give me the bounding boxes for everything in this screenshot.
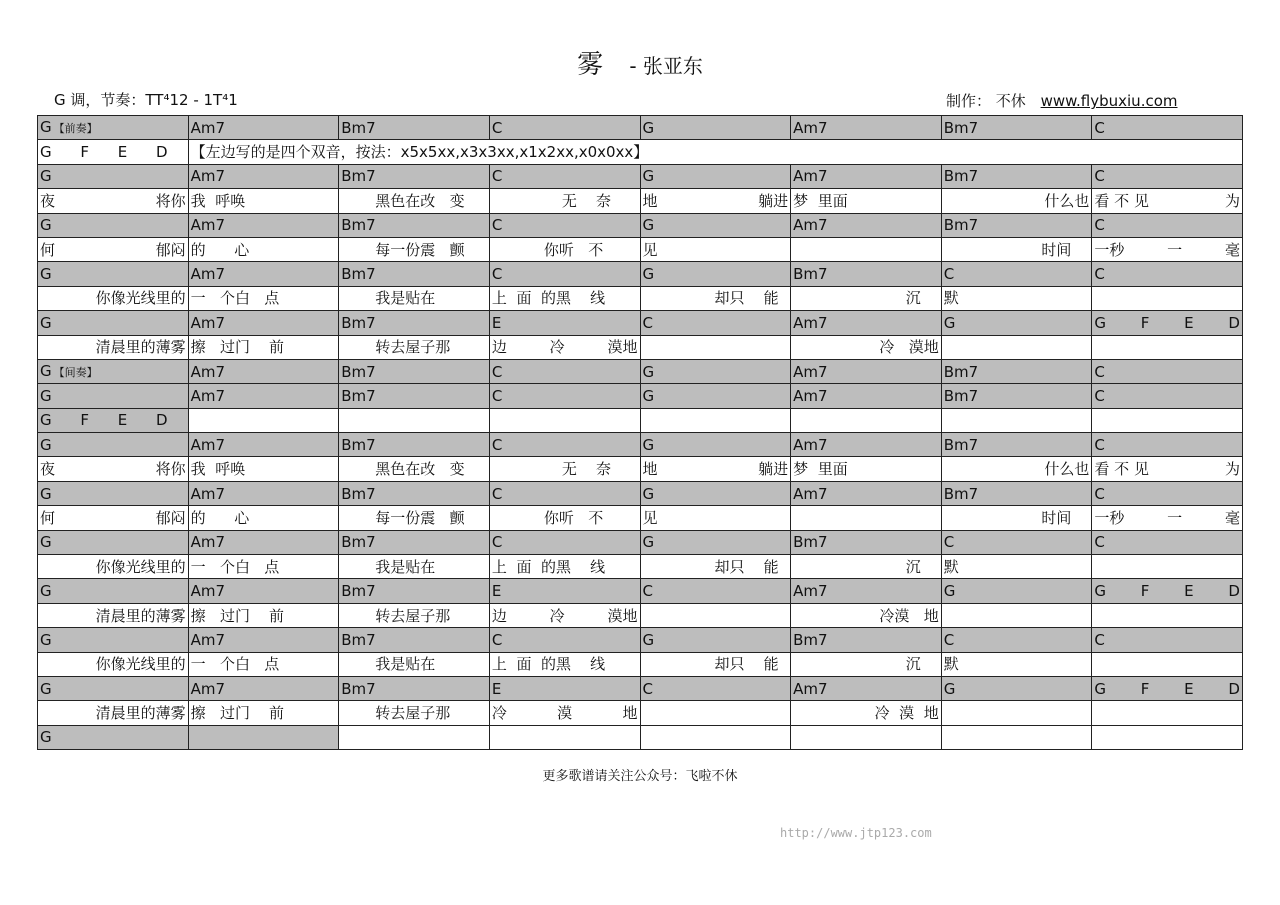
lyric-cell: 我是贴在: [339, 652, 490, 676]
chord-cell: C: [489, 530, 640, 554]
lyric-cell: 黑色在改 变: [339, 189, 490, 213]
chord-cell: C: [489, 262, 640, 286]
song-title-block: [0, 44, 1280, 81]
lyric-cell: 的 心: [188, 506, 339, 530]
chord-cell: G: [640, 116, 791, 140]
lyric-cell: 何 郁闷: [38, 237, 189, 261]
chord-cell: Bm7: [941, 481, 1092, 505]
chord-cell: Bm7: [339, 359, 490, 383]
chord-cell: C: [1092, 213, 1243, 237]
chord-cell: C: [1092, 384, 1243, 408]
chord-cell: Bm7: [339, 384, 490, 408]
chord-cell: Bm7: [339, 116, 490, 140]
lyric-cell: 你像光线里的: [38, 555, 189, 579]
lyric-cell: 见: [640, 506, 791, 530]
chord-cell: C: [1092, 481, 1243, 505]
lyric-cell: [941, 335, 1092, 359]
chord-cell: Bm7: [339, 579, 490, 603]
chord-cell: G: [640, 359, 791, 383]
lyric-row: [38, 457, 1243, 481]
lyric-cell: 冷 漠地: [791, 335, 942, 359]
chord-row: [38, 481, 1243, 505]
chord-cell: Am7: [188, 384, 339, 408]
chord-cell: C: [640, 579, 791, 603]
chord-cell: Am7: [791, 384, 942, 408]
chord-cell: Am7: [188, 628, 339, 652]
chord-cell: G: [38, 481, 189, 505]
lyric-cell: 上 面 的黑 线: [489, 652, 640, 676]
chord-cell: C: [489, 359, 640, 383]
chord-cell: G: [640, 262, 791, 286]
chord-cell: Am7: [791, 676, 942, 700]
chord-cell: Am7: [188, 676, 339, 700]
chord-cell: G: [38, 213, 189, 237]
chord-cell: Bm7: [791, 262, 942, 286]
chord-row: [38, 116, 1243, 140]
lyric-cell: 看 不 见 为: [1092, 457, 1243, 481]
chord-cell: Am7: [188, 359, 339, 383]
chord-cell: G: [38, 164, 189, 188]
lyric-cell: 冷 漠 地: [489, 701, 640, 725]
chord-cell: Am7: [791, 116, 942, 140]
lyric-cell: 沉: [791, 652, 942, 676]
lyric-cell: [1092, 335, 1243, 359]
chord-cell: Am7: [791, 359, 942, 383]
chord-cell: C: [1092, 116, 1243, 140]
key-rhythm: G 调，节奏：TT⁴12 - 1T⁴1: [54, 91, 238, 109]
gfed-cell: G F E D: [1092, 676, 1243, 700]
lyric-cell: 沉: [791, 555, 942, 579]
chord-cell: Bm7: [339, 213, 490, 237]
gfed-cell: G F E D: [38, 408, 189, 432]
chord-cell: G: [640, 530, 791, 554]
chord-row: [38, 213, 1243, 237]
empty-cell: [339, 408, 490, 432]
lyric-cell: 边 冷 漠地: [489, 335, 640, 359]
lyric-row: [38, 335, 1243, 359]
chord-cell: Am7: [188, 311, 339, 335]
chord-cell: Bm7: [791, 628, 942, 652]
lyric-cell: [941, 701, 1092, 725]
chord-cell: Bm7: [791, 530, 942, 554]
lyric-cell: [1092, 652, 1243, 676]
empty-cell: [1092, 725, 1243, 749]
chord-cell: Am7: [791, 311, 942, 335]
lyric-cell: 梦 里面: [791, 189, 942, 213]
lyric-cell: 擦 过门 前: [188, 335, 339, 359]
lyric-row: [38, 603, 1243, 627]
lyric-cell: 边 冷 漠地: [489, 603, 640, 627]
lyric-row: [38, 286, 1243, 310]
empty-cell: [339, 725, 490, 749]
song-title: 雾: [577, 50, 604, 80]
lyric-cell: 擦 过门 前: [188, 603, 339, 627]
lyric-cell: 转去屋子那: [339, 603, 490, 627]
chord-cell: C: [1092, 530, 1243, 554]
chord-cell: Bm7: [941, 213, 1092, 237]
lyric-cell: 我 呼唤: [188, 457, 339, 481]
chord-cell: Bm7: [941, 433, 1092, 457]
chord-cell: G: [38, 530, 189, 554]
chord-cell: Am7: [188, 164, 339, 188]
chord-row: [38, 262, 1243, 286]
lyric-row: [38, 189, 1243, 213]
lyric-cell: 夜 将你: [38, 457, 189, 481]
lyric-cell: 转去屋子那: [339, 335, 490, 359]
footer-text: 更多歌谱请关注公众号：飞啦不休: [542, 769, 738, 784]
credit-label: 制作：: [946, 92, 992, 110]
empty-cell: [941, 725, 1092, 749]
lyric-cell: 的 心: [188, 237, 339, 261]
lyric-cell: 却只 能: [640, 286, 791, 310]
lyric-cell: 你听 不: [489, 237, 640, 261]
lyric-cell: 每一份震 颤: [339, 237, 490, 261]
artist-name: - 张亚东: [629, 54, 703, 78]
chord-cell: Am7: [188, 433, 339, 457]
chord-cell: G: [640, 164, 791, 188]
chord-cell: C: [1092, 164, 1243, 188]
lyric-cell: 一秒 一 毫: [1092, 237, 1243, 261]
chord-row: [38, 628, 1243, 652]
chord-cell: C: [489, 213, 640, 237]
lyric-cell: 默: [941, 286, 1092, 310]
chord-cell: G 【前奏】: [38, 116, 189, 140]
lyric-cell: 夜 将你: [38, 189, 189, 213]
lyric-cell: 擦 过门 前: [188, 701, 339, 725]
chord-cell: G: [941, 676, 1092, 700]
empty-cell: [1092, 408, 1243, 432]
gfed-cell: G F E D: [1092, 579, 1243, 603]
chord-cell: G: [640, 384, 791, 408]
lyric-cell: 地 躺进: [640, 189, 791, 213]
gfed-cell: G F E D: [38, 140, 189, 164]
watermark: http://www.jtp123.com: [780, 826, 932, 840]
chord-cell: G: [38, 311, 189, 335]
chord-cell: G: [38, 676, 189, 700]
lyric-cell: 却只 能: [640, 652, 791, 676]
chord-cell: E: [489, 676, 640, 700]
lyric-cell: [791, 506, 942, 530]
credit-name: 不休: [995, 92, 1026, 110]
lyric-cell: 沉: [791, 286, 942, 310]
chord-row: [38, 164, 1243, 188]
empty-cell: [188, 725, 339, 749]
lyric-cell: 无 奈: [489, 189, 640, 213]
lyric-cell: [941, 603, 1092, 627]
empty-cell: [791, 725, 942, 749]
chord-cell: C: [941, 530, 1092, 554]
empty-cell: [640, 408, 791, 432]
chord-cell: G: [38, 433, 189, 457]
lyric-cell: 我 呼唤: [188, 189, 339, 213]
lyric-row: [38, 652, 1243, 676]
chord-cell: C: [489, 384, 640, 408]
chord-cell: G: [38, 579, 189, 603]
note-row: [38, 140, 1243, 164]
chord-cell: Bm7: [339, 530, 490, 554]
lyric-cell: 时间: [941, 506, 1092, 530]
lyric-row: [38, 237, 1243, 261]
chord-cell: Bm7: [941, 384, 1092, 408]
chord-cell: Am7: [188, 116, 339, 140]
lyric-cell: 默: [941, 652, 1092, 676]
lyric-cell: 无 奈: [489, 457, 640, 481]
lyric-cell: 冷漠 地: [791, 603, 942, 627]
chord-cell: Bm7: [941, 164, 1092, 188]
website-link[interactable]: www.flybuxiu.com: [1040, 92, 1178, 110]
note-text: 【左边写的是四个双音，按法：x5x5xx,x3x3xx,x1x2xx,x0x0xx】: [188, 140, 1242, 164]
empty-cell: [188, 408, 339, 432]
chord-cell: Am7: [791, 433, 942, 457]
chord-cell: Am7: [188, 262, 339, 286]
lyric-cell: 地 躺进: [640, 457, 791, 481]
lyric-cell: 何 郁闷: [38, 506, 189, 530]
chord-cell: Am7: [791, 164, 942, 188]
chord-row: [38, 384, 1243, 408]
chord-sheet: [37, 115, 1243, 750]
chord-cell: G: [38, 262, 189, 286]
chord-cell: C: [1092, 628, 1243, 652]
lyric-cell: [640, 335, 791, 359]
chord-cell: E: [489, 579, 640, 603]
lyric-cell: 你像光线里的: [38, 286, 189, 310]
credit-block: [946, 90, 1178, 111]
chord-row: [38, 676, 1243, 700]
chord-cell: Bm7: [339, 628, 490, 652]
lyric-cell: [1092, 701, 1243, 725]
lyric-cell: 清晨里的薄雾: [38, 335, 189, 359]
lyric-cell: 一 个白 点: [188, 286, 339, 310]
lyric-cell: 上 面 的黑 线: [489, 286, 640, 310]
chord-cell: G: [38, 725, 189, 749]
chord-cell: Am7: [791, 481, 942, 505]
chord-cell: G 【间奏】: [38, 359, 189, 383]
lyric-cell: 梦 里面: [791, 457, 942, 481]
chord-row: [38, 311, 1243, 335]
lyric-cell: 你听 不: [489, 506, 640, 530]
chord-cell: G: [640, 481, 791, 505]
lyric-cell: [791, 237, 942, 261]
chord-cell: G: [941, 311, 1092, 335]
chord-cell: C: [1092, 433, 1243, 457]
lyric-cell: 冷 漠 地: [791, 701, 942, 725]
chord-row: [38, 579, 1243, 603]
chord-cell: C: [941, 628, 1092, 652]
empty-cell: [941, 408, 1092, 432]
lyric-cell: 一秒 一 毫: [1092, 506, 1243, 530]
chord-cell: Bm7: [339, 262, 490, 286]
chord-cell: G: [640, 628, 791, 652]
lyric-row: [38, 506, 1243, 530]
chord-row: [38, 433, 1243, 457]
lyric-row: [38, 555, 1243, 579]
chord-cell: C: [640, 676, 791, 700]
chord-cell: Am7: [188, 530, 339, 554]
lyric-cell: 我是贴在: [339, 286, 490, 310]
lyric-cell: 清晨里的薄雾: [38, 701, 189, 725]
lyric-cell: 我是贴在: [339, 555, 490, 579]
chord-cell: C: [640, 311, 791, 335]
chord-cell: Am7: [791, 579, 942, 603]
lyric-cell: 什么也: [941, 457, 1092, 481]
lyric-cell: 清晨里的薄雾: [38, 603, 189, 627]
empty-cell: [791, 408, 942, 432]
chord-cell: C: [1092, 262, 1243, 286]
chord-cell: Bm7: [339, 481, 490, 505]
chord-cell: G: [38, 384, 189, 408]
lyric-cell: 默: [941, 555, 1092, 579]
chord-row: [38, 725, 1243, 749]
lyric-cell: [1092, 603, 1243, 627]
lyric-cell: 见: [640, 237, 791, 261]
gfed-cell: G F E D: [1092, 311, 1243, 335]
chord-cell: Bm7: [339, 311, 490, 335]
chord-cell: C: [1092, 359, 1243, 383]
chord-cell: C: [941, 262, 1092, 286]
chord-cell: G: [38, 628, 189, 652]
chord-cell: C: [489, 481, 640, 505]
lyric-cell: [1092, 555, 1243, 579]
chord-row: [38, 408, 1243, 432]
lyric-cell: 转去屋子那: [339, 701, 490, 725]
lyric-cell: 每一份震 颤: [339, 506, 490, 530]
lyric-cell: 却只 能: [640, 555, 791, 579]
chord-cell: C: [489, 433, 640, 457]
chord-cell: Am7: [188, 481, 339, 505]
empty-cell: [489, 725, 640, 749]
chord-row: [38, 530, 1243, 554]
chord-cell: C: [489, 628, 640, 652]
chord-cell: C: [489, 116, 640, 140]
chord-row: [38, 359, 1243, 383]
chord-cell: E: [489, 311, 640, 335]
chord-cell: Bm7: [941, 116, 1092, 140]
chord-cell: C: [489, 164, 640, 188]
chord-cell: Bm7: [339, 676, 490, 700]
lyric-cell: [640, 603, 791, 627]
lyric-cell: 上 面 的黑 线: [489, 555, 640, 579]
lyric-cell: 看 不 见 为: [1092, 189, 1243, 213]
lyric-cell: 什么也: [941, 189, 1092, 213]
chord-cell: G: [640, 433, 791, 457]
chord-cell: G: [640, 213, 791, 237]
lyric-cell: 时间: [941, 237, 1092, 261]
chord-cell: G: [941, 579, 1092, 603]
chord-cell: Bm7: [941, 359, 1092, 383]
chord-cell: Am7: [188, 213, 339, 237]
lyric-cell: [640, 701, 791, 725]
lyric-cell: 一 个白 点: [188, 555, 339, 579]
chord-cell: Am7: [188, 579, 339, 603]
lyric-cell: 一 个白 点: [188, 652, 339, 676]
lyric-cell: 黑色在改 变: [339, 457, 490, 481]
chord-cell: Bm7: [339, 164, 490, 188]
empty-cell: [640, 725, 791, 749]
lyric-row: [38, 701, 1243, 725]
empty-cell: [489, 408, 640, 432]
lyric-cell: 你像光线里的: [38, 652, 189, 676]
lyric-cell: [1092, 286, 1243, 310]
chord-cell: Am7: [791, 213, 942, 237]
chord-cell: Bm7: [339, 433, 490, 457]
